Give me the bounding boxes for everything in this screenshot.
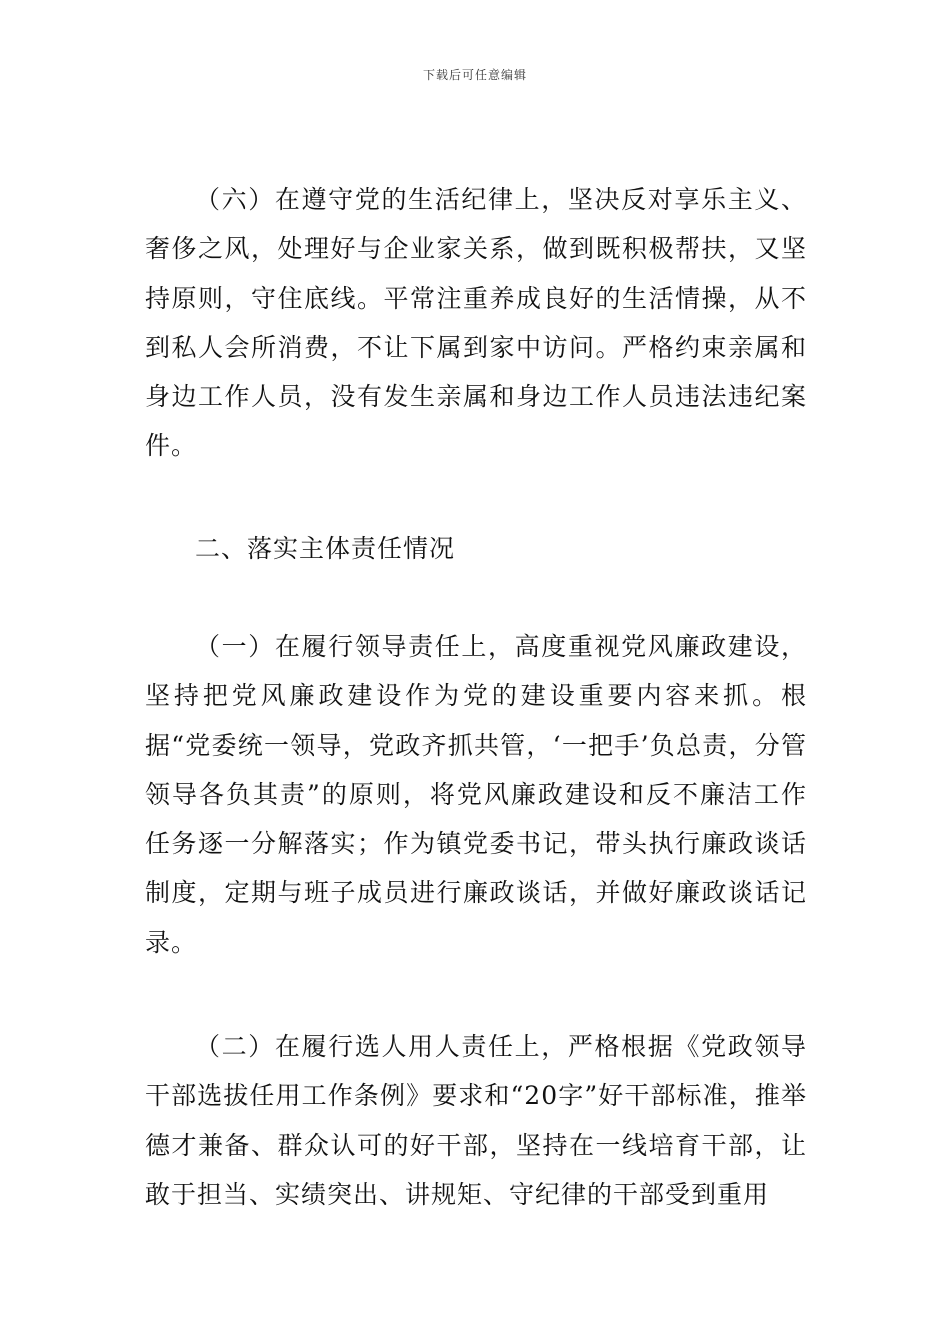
paragraph-life-discipline: （六）在遵守党的生活纪律上，坚决反对享乐主义、奢侈之风，处理好与企业家关系，做到既积极帮扶，又坚持原则，守住底线。平常注重养成良好的生活情操，从不到私人会所消费，不让下属到家中访问。严格约束亲属和身边工作人员，没有发生亲属和身边工作人员违法违纪案件。 (145, 185, 807, 461)
section-heading: 二、落实主体责任情况 (195, 534, 456, 563)
paragraph-leadership-responsibility: （一）在履行领导责任上，高度重视党风廉政建设，坚持把党风廉政建设作为党的建设重要内容来抓。根据“党委统一领导，党政齐抓共管，‘一把手’负总责，分管领导各负其责”的原则，将党风廉政建设和反不廉洁工作任务逐一分解落实；作为镇党委书记，带头执行廉政谈话制度，定期与班子成员进行廉政谈话，并做好廉政谈话记录。 (145, 632, 807, 957)
header-note: 下载后可任意编辑 (422, 68, 527, 82)
paragraph-personnel-responsibility: （二）在履行选人用人责任上，严格根据《党政领导干部选拔任用工作条例》要求和“20字”好干部标准，推举德才兼备、群众认可的好干部，坚持在一线培育干部，让敢于担当、实绩突出、讲规矩、守纪律的干部受到重用 (145, 1032, 807, 1209)
